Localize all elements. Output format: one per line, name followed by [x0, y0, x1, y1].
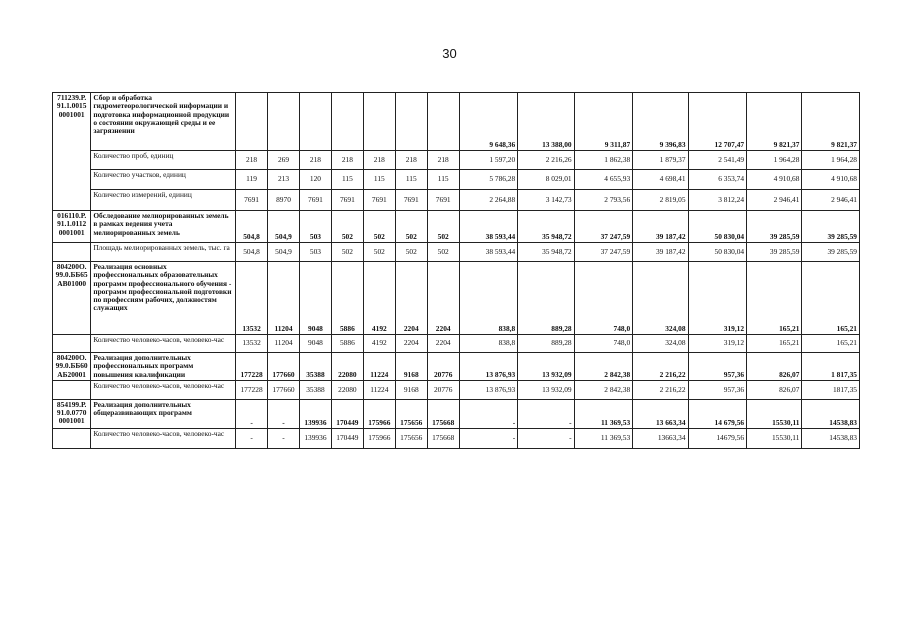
value-cell: 15530,11: [747, 428, 802, 448]
value-cell: 7691: [299, 190, 331, 211]
value-cell: -: [236, 428, 268, 448]
value-cell: 20776: [427, 353, 459, 381]
row-name: Реализация дополнительных профессиональных программ повышения квалификации: [91, 353, 236, 381]
value-cell: 826,07: [747, 380, 802, 399]
value-cell: 502: [427, 243, 459, 262]
value-cell: 2 793,56: [574, 190, 633, 211]
value-cell: 15530,11: [747, 399, 802, 428]
value-cell: -: [268, 399, 300, 428]
value-cell: 13 876,93: [459, 353, 518, 381]
value-cell: [363, 93, 395, 151]
value-cell: 504,9: [268, 211, 300, 243]
value-cell: 177660: [268, 353, 300, 381]
value-cell: 9 396,83: [633, 93, 688, 151]
value-cell: 175966: [363, 428, 395, 448]
value-cell: 748,0: [574, 335, 633, 353]
value-cell: 5886: [331, 262, 363, 335]
value-cell: 1 862,38: [574, 151, 633, 170]
value-cell: 502: [363, 243, 395, 262]
value-cell: 1 964,28: [747, 151, 802, 170]
value-cell: 218: [236, 151, 268, 170]
value-cell: 165,21: [747, 262, 802, 335]
value-cell: 4 910,68: [747, 170, 802, 190]
registry-code: 016110.Р. 91.1.0112 0001001: [53, 211, 91, 243]
value-cell: 1817,35: [802, 380, 860, 399]
value-cell: 502: [331, 211, 363, 243]
table-body: [53, 93, 860, 449]
registry-code: 804200О. 99.0.ББ60 АБ20001: [53, 353, 91, 381]
value-cell: 13 663,34: [633, 399, 688, 428]
indicator-row: [53, 335, 860, 353]
service-row: [53, 262, 860, 335]
value-cell: 13663,34: [633, 428, 688, 448]
value-cell: 50 830,04: [688, 211, 747, 243]
value-cell: 165,21: [802, 335, 860, 353]
value-cell: 119: [236, 170, 268, 190]
value-cell: 2 216,22: [633, 380, 688, 399]
value-cell: -: [459, 428, 518, 448]
value-cell: 6 353,74: [688, 170, 747, 190]
value-cell: 13 876,93: [459, 380, 518, 399]
indicator-row: [53, 190, 860, 211]
value-cell: 2 216,26: [518, 151, 574, 170]
value-cell: 957,36: [688, 353, 747, 381]
value-cell: 8970: [268, 190, 300, 211]
value-cell: 11 369,53: [574, 428, 633, 448]
value-cell: 1 964,28: [802, 151, 860, 170]
value-cell: 218: [331, 151, 363, 170]
value-cell: 175656: [395, 428, 427, 448]
value-cell: 39 187,42: [633, 211, 688, 243]
row-name: Площадь мелиорированных земель, тыс. га: [91, 243, 236, 262]
value-cell: 35 948,72: [518, 211, 574, 243]
value-cell: 2 946,41: [802, 190, 860, 211]
value-cell: 39 285,59: [747, 243, 802, 262]
value-cell: 9168: [395, 353, 427, 381]
row-name: Сбор и обработка гидрометеорологической информации и подготовка информационной продукции о состоянии окружающей среды и ее загрязнении: [91, 93, 236, 151]
data-table: [52, 92, 860, 449]
value-cell: [395, 93, 427, 151]
value-cell: 115: [427, 170, 459, 190]
value-cell: 175966: [363, 399, 395, 428]
value-cell: 14679,56: [688, 428, 747, 448]
row-name: Обследование мелиорированных земель в рамках ведения учета мелиорированных земель: [91, 211, 236, 243]
value-cell: 5886: [331, 335, 363, 353]
value-cell: 35 948,72: [518, 243, 574, 262]
value-cell: 2 946,41: [747, 190, 802, 211]
value-cell: 139936: [299, 428, 331, 448]
value-cell: 2204: [395, 335, 427, 353]
value-cell: [236, 93, 268, 151]
value-cell: 1 817,35: [802, 353, 860, 381]
indicator-row: [53, 151, 860, 170]
row-name: Реализация основных профессиональных образовательных программ профессионального обучения - программ профессиональной подготовки по профессиям рабочих, должностям служащих: [91, 262, 236, 335]
value-cell: 213: [268, 170, 300, 190]
value-cell: 4 698,41: [633, 170, 688, 190]
row-name: Количество человеко-часов, человеко-час: [91, 380, 236, 399]
value-cell: 502: [331, 243, 363, 262]
value-cell: 7691: [363, 190, 395, 211]
value-cell: 504,8: [236, 243, 268, 262]
value-cell: 889,28: [518, 262, 574, 335]
registry-code: 804200О. 99.0.ББ65 АВ01000: [53, 262, 91, 335]
value-cell: 838,8: [459, 262, 518, 335]
row-name: Количество человеко-часов, человеко-час: [91, 335, 236, 353]
value-cell: 38 593,44: [459, 211, 518, 243]
value-cell: 218: [299, 151, 331, 170]
row-name: Количество человеко-часов, человеко-час: [91, 428, 236, 448]
value-cell: 175656: [395, 399, 427, 428]
value-cell: 39 285,59: [802, 243, 860, 262]
row-name: Количество измерений, единиц: [91, 190, 236, 211]
value-cell: 22080: [331, 353, 363, 381]
value-cell: 13532: [236, 335, 268, 353]
value-cell: 319,12: [688, 335, 747, 353]
value-cell: 2204: [427, 335, 459, 353]
value-cell: 5 786,28: [459, 170, 518, 190]
registry-code: [53, 380, 91, 399]
value-cell: [268, 93, 300, 151]
value-cell: 170449: [331, 428, 363, 448]
value-cell: 2204: [395, 262, 427, 335]
value-cell: 2204: [427, 262, 459, 335]
value-cell: 503: [299, 243, 331, 262]
value-cell: 218: [427, 151, 459, 170]
value-cell: 175668: [427, 399, 459, 428]
value-cell: 504,8: [236, 211, 268, 243]
value-cell: 319,12: [688, 262, 747, 335]
value-cell: -: [236, 399, 268, 428]
value-cell: 165,21: [802, 262, 860, 335]
service-row: [53, 399, 860, 428]
value-cell: 177228: [236, 353, 268, 381]
value-cell: 9 648,36: [459, 93, 518, 151]
value-cell: 7691: [395, 190, 427, 211]
registry-code: 711239.Р. 91.1.0015 0001001: [53, 93, 91, 211]
value-cell: 13 932,09: [518, 353, 574, 381]
value-cell: 504,9: [268, 243, 300, 262]
value-cell: 170449: [331, 399, 363, 428]
value-cell: [331, 93, 363, 151]
indicator-row: [53, 170, 860, 190]
value-cell: 2 541,49: [688, 151, 747, 170]
value-cell: 35388: [299, 380, 331, 399]
value-cell: 9048: [299, 335, 331, 353]
value-cell: 165,21: [747, 335, 802, 353]
value-cell: 115: [395, 170, 427, 190]
value-cell: -: [459, 399, 518, 428]
value-cell: 502: [395, 211, 427, 243]
value-cell: 1 597,20: [459, 151, 518, 170]
value-cell: 177228: [236, 380, 268, 399]
value-cell: 14538,83: [802, 428, 860, 448]
value-cell: 11204: [268, 262, 300, 335]
value-cell: 503: [299, 211, 331, 243]
value-cell: 7691: [427, 190, 459, 211]
value-cell: 2 264,88: [459, 190, 518, 211]
value-cell: 12 707,47: [688, 93, 747, 151]
value-cell: 838,8: [459, 335, 518, 353]
value-cell: 13 388,00: [518, 93, 574, 151]
value-cell: 502: [395, 243, 427, 262]
indicator-row: [53, 380, 860, 399]
value-cell: 7691: [331, 190, 363, 211]
value-cell: 14538,83: [802, 399, 860, 428]
value-cell: 1 879,37: [633, 151, 688, 170]
page-number: 30: [442, 46, 457, 61]
value-cell: 7691: [236, 190, 268, 211]
value-cell: 39 285,59: [802, 211, 860, 243]
value-cell: 13532: [236, 262, 268, 335]
value-cell: 14 679,56: [688, 399, 747, 428]
value-cell: 3 142,73: [518, 190, 574, 211]
value-cell: 11224: [363, 380, 395, 399]
value-cell: 50 830,04: [688, 243, 747, 262]
value-cell: 957,36: [688, 380, 747, 399]
row-name: Реализация дополнительных общеразвивающих программ: [91, 399, 236, 428]
value-cell: 748,0: [574, 262, 633, 335]
value-cell: 9 821,37: [747, 93, 802, 151]
value-cell: 269: [268, 151, 300, 170]
value-cell: 889,28: [518, 335, 574, 353]
value-cell: 115: [331, 170, 363, 190]
service-row: [53, 353, 860, 381]
value-cell: 2 819,05: [633, 190, 688, 211]
value-cell: 35388: [299, 353, 331, 381]
value-cell: 20776: [427, 380, 459, 399]
value-cell: 2 216,22: [633, 353, 688, 381]
value-cell: 120: [299, 170, 331, 190]
value-cell: 9048: [299, 262, 331, 335]
value-cell: 2 842,38: [574, 353, 633, 381]
row-name: Количество проб, единиц: [91, 151, 236, 170]
indicator-row: [53, 243, 860, 262]
value-cell: 218: [363, 151, 395, 170]
value-cell: -: [518, 399, 574, 428]
value-cell: 4192: [363, 335, 395, 353]
value-cell: 324,08: [633, 262, 688, 335]
value-cell: 115: [363, 170, 395, 190]
value-cell: 4 910,68: [802, 170, 860, 190]
value-cell: 9 311,87: [574, 93, 633, 151]
value-cell: [299, 93, 331, 151]
value-cell: 502: [427, 211, 459, 243]
value-cell: -: [268, 428, 300, 448]
value-cell: 38 593,44: [459, 243, 518, 262]
value-cell: 9168: [395, 380, 427, 399]
value-cell: 175668: [427, 428, 459, 448]
value-cell: 9 821,37: [802, 93, 860, 151]
value-cell: 37 247,59: [574, 243, 633, 262]
value-cell: 324,08: [633, 335, 688, 353]
value-cell: 11 369,53: [574, 399, 633, 428]
value-cell: 8 029,01: [518, 170, 574, 190]
value-cell: 2 842,38: [574, 380, 633, 399]
value-cell: 4192: [363, 262, 395, 335]
value-cell: 4 655,93: [574, 170, 633, 190]
value-cell: 22080: [331, 380, 363, 399]
registry-code: 854199.Р. 91.0.0770 0001001: [53, 399, 91, 428]
value-cell: 39 285,59: [747, 211, 802, 243]
registry-code: [53, 243, 91, 262]
value-cell: 139936: [299, 399, 331, 428]
value-cell: 177660: [268, 380, 300, 399]
value-cell: 3 812,24: [688, 190, 747, 211]
value-cell: 39 187,42: [633, 243, 688, 262]
value-cell: 502: [363, 211, 395, 243]
value-cell: 37 247,59: [574, 211, 633, 243]
value-cell: 11224: [363, 353, 395, 381]
registry-code: [53, 428, 91, 448]
indicator-row: [53, 428, 860, 448]
value-cell: 13 932,09: [518, 380, 574, 399]
value-cell: 11204: [268, 335, 300, 353]
registry-code: [53, 335, 91, 353]
value-cell: 826,07: [747, 353, 802, 381]
value-cell: [427, 93, 459, 151]
value-cell: 218: [395, 151, 427, 170]
service-row: [53, 93, 860, 151]
service-row: [53, 211, 860, 243]
row-name: Количество участков, единиц: [91, 170, 236, 190]
value-cell: -: [518, 428, 574, 448]
